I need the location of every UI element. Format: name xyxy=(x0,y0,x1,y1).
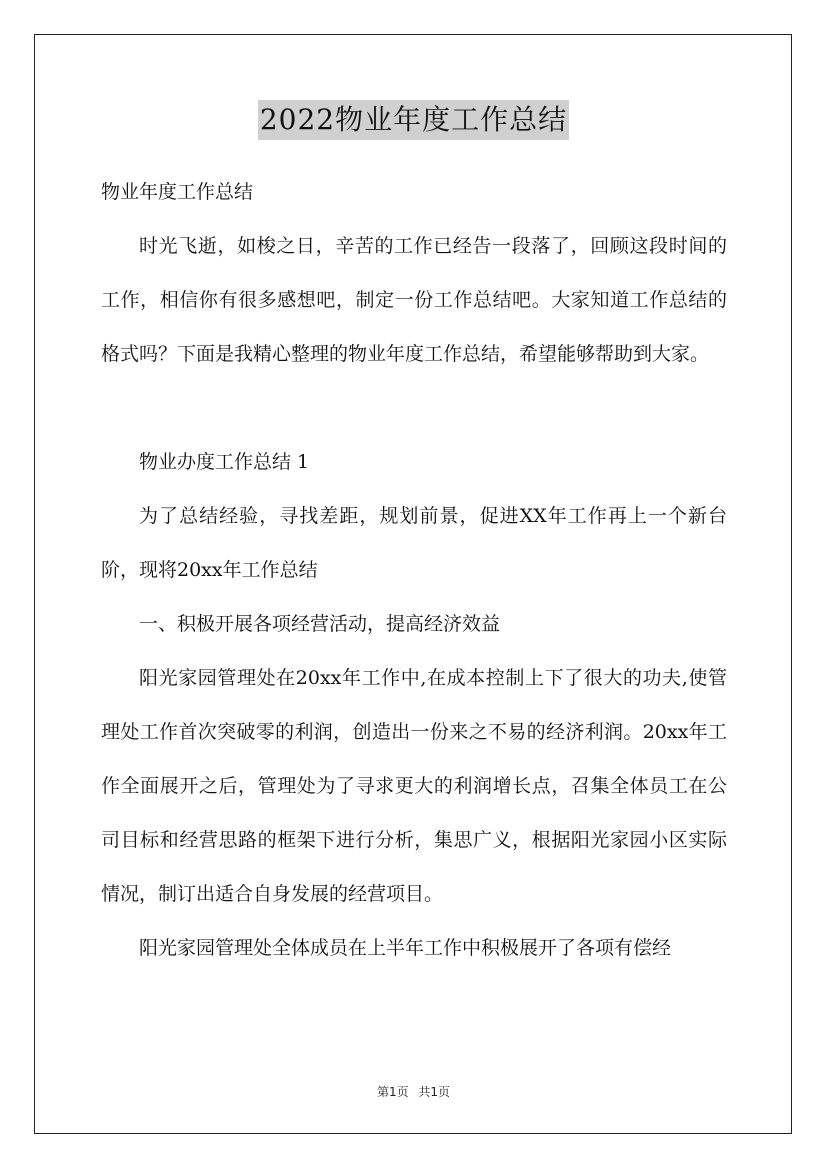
section-subheading: 一、积极开展各项经营活动，提高经济效益 xyxy=(139,613,501,635)
page-number: 第1页 xyxy=(376,1085,409,1099)
title-container xyxy=(0,100,827,140)
paragraph-continued: 阳光家园管理处全体成员在上半年工作中积极展开了各项有偿经 xyxy=(139,937,672,959)
page-total: 共1页 xyxy=(418,1085,451,1099)
page-footer xyxy=(0,1083,827,1101)
document-title: 2022物业年度工作总结 xyxy=(258,100,569,140)
document-subtitle: 物业年度工作总结 xyxy=(101,181,254,203)
document-body xyxy=(101,165,727,975)
section-heading: 物业办度工作总结 1 xyxy=(139,451,310,473)
paragraph-purpose: 为了总结经验，寻找差距，规划前景，促进XX年工作再上一个新台阶，现将20xx年工作总结 xyxy=(101,505,727,581)
paragraph-intro: 时光飞逝，如梭之日，辛苦的工作已经告一段落了，回顾这段时间的工作，相信你有很多感想吧，制定一份工作总结吧。大家知道工作总结的格式吗？下面是我精心整理的物业年度工作总结，希望能够帮助到大家。 xyxy=(101,235,727,365)
paragraph-body: 阳光家园管理处在20xx年工作中,在成本控制上下了很大的功夫,使管理处工作首次突破零的利润，创造出一份来之不易的经济利润。20xx年工作全面展开之后，管理处为了寻求更大的利润增长点，召集全体员工在公司目标和经营思路的框架下进行分析，集思广义，根据阳光家园小区实际情况，制订出适合自身发展的经营项目。 xyxy=(101,667,727,905)
blank-line xyxy=(101,381,727,435)
